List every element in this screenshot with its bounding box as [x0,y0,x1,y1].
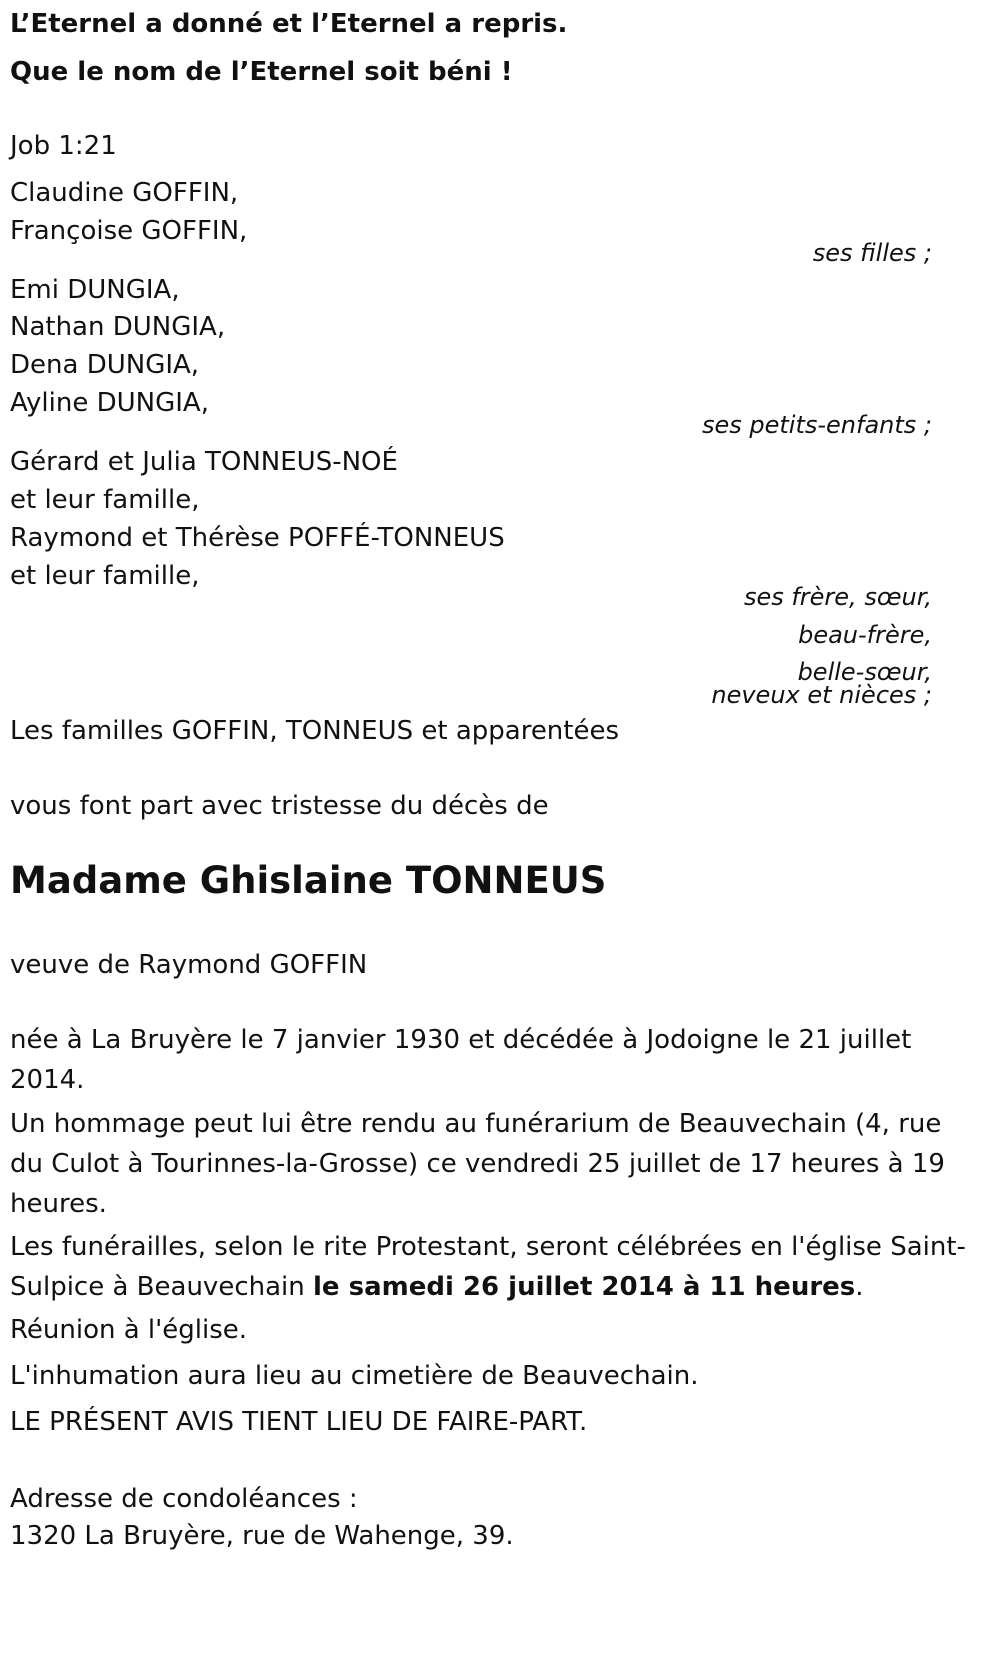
deceased-name: Madame Ghislaine TONNEUS [10,859,607,902]
funeral-text: Les funérailles, selon le rite Protestant, seront célébrées en l'église Saint-Sulpice à Beauvechain [10,1232,966,1302]
relation-grandchildren: ses petits-enfants ; [701,411,932,439]
relation-nephews-nieces: neveux et nièces ; [711,681,932,709]
families-line: Les familles GOFFIN, TONNEUS et apparentées [10,716,620,746]
verse-line-2: Que le nom de l’Eternel soit béni ! [10,57,513,87]
notice-line: LE PRÉSENT AVIS TIENT LIEU DE FAIRE-PART. [10,1407,588,1437]
condolences-address: 1320 La Bruyère, rue de Wahenge, 39. [10,1521,514,1551]
verse-line-1: L’Eternel a donné et l’Eternel a repris. [10,9,568,39]
burial-line: L'inhumation aura lieu au cimetière de Beauvechain. [10,1361,699,1391]
sibling-line: Raymond et Thérèse POFFÉ-TONNEUS [10,523,505,553]
funeral-date: le samedi 26 juillet 2014 à 11 heures [313,1272,856,1302]
funeral-paragraph [10,1227,970,1307]
daughter-name: Françoise GOFFIN, [10,216,248,246]
funeral-suffix: . [855,1272,864,1302]
daughter-name: Claudine GOFFIN, [10,178,239,208]
grandchild-name: Ayline DUNGIA, [10,388,209,418]
sibling-line: Gérard et Julia TONNEUS-NOÉ [10,447,398,477]
birth-death-paragraph: née à La Bruyère le 7 janvier 1930 et décédée à Jodoigne le 21 juillet 2014. [10,1025,912,1095]
sibling-line: et leur famille, [10,561,200,591]
reunion-line: Réunion à l'église. [10,1315,248,1345]
announcement-line: vous font part avec tristesse du décès de [10,791,549,821]
relation-brother-in-law: beau-frère, [798,621,932,649]
grandchild-name: Emi DUNGIA, [10,275,180,305]
sibling-line: et leur famille, [10,485,200,515]
condolences-label: Adresse de condoléances : [10,1484,358,1514]
relation-siblings: ses frère, sœur, [743,583,932,611]
grandchild-name: Dena DUNGIA, [10,350,200,380]
relation-sister-in-law: belle-sœur, [797,658,932,686]
widow-of: veuve de Raymond GOFFIN [10,950,368,980]
grandchild-name: Nathan DUNGIA, [10,312,226,342]
verse-reference: Job 1:21 [10,131,117,161]
homage-paragraph: Un hommage peut lui être rendu au funérarium de Beauvechain (4, rue du Culot à Tourinnes-la-Grosse) ce vendredi 25 juillet de 17 heures à 19 heures. [10,1109,945,1219]
relation-daughters: ses filles ; [812,239,932,267]
